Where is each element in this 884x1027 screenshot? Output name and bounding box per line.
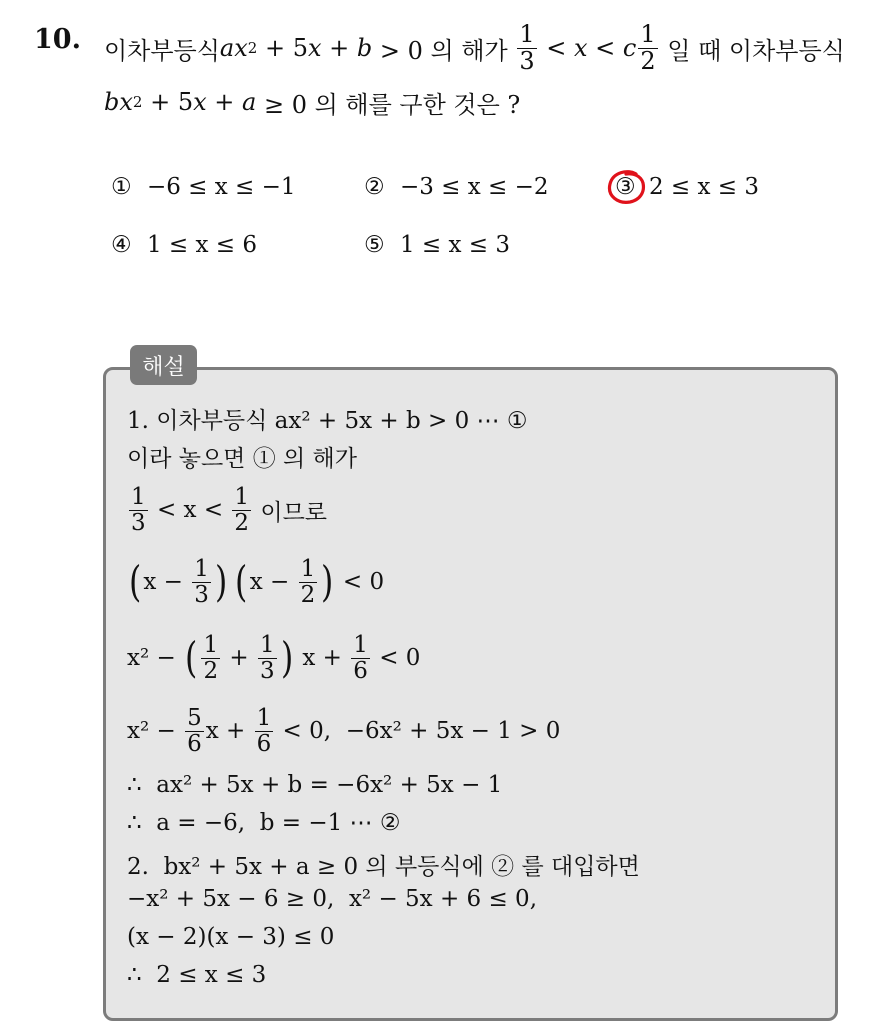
numerator: 1 — [131, 484, 146, 511]
fraction — [201, 633, 220, 682]
text: x + — [205, 718, 253, 744]
var: x — [574, 34, 588, 62]
denominator: 6 — [187, 730, 202, 757]
text: < x < — [149, 497, 231, 523]
option-number: ① — [111, 174, 132, 200]
fraction — [299, 557, 318, 606]
var: x — [119, 88, 133, 116]
denominator: 2 — [640, 46, 656, 75]
solution-line-4 — [127, 552, 384, 612]
exponent: 2 — [132, 93, 143, 111]
denominator: 3 — [131, 509, 146, 536]
var: b — [104, 88, 120, 116]
var: b — [356, 34, 373, 62]
option-4[interactable] — [111, 232, 257, 258]
fraction — [351, 633, 370, 682]
solution-line-12: ∴ 2 ≤ x ≤ 3 — [127, 962, 267, 988]
fraction — [129, 485, 148, 534]
numerator: 1 — [203, 632, 219, 659]
option-number: ② — [364, 174, 385, 200]
var: x — [307, 34, 322, 62]
solution-line-11: (x − 2)(x − 3) ≤ 0 — [127, 924, 335, 950]
text: < 0, −6x² + 5x − 1 > 0 — [275, 718, 561, 744]
solution-line-3 — [127, 482, 327, 538]
option-text: −3 ≤ x ≤ −2 — [399, 174, 549, 200]
text: 일 때 이차부등식 — [659, 36, 845, 65]
numerator: 1 — [194, 556, 209, 583]
denominator: 3 — [260, 657, 275, 684]
text: + — [222, 645, 257, 671]
text: < — [538, 34, 574, 62]
text: x + — [295, 645, 350, 671]
exponent: 2 — [247, 39, 258, 57]
question-number: 10. — [34, 24, 81, 55]
text: + — [321, 34, 357, 62]
solution-line-8: ∴ a = −6, b = −1 ⋯ ② — [127, 810, 401, 836]
denominator: 3 — [194, 581, 209, 608]
option-text: −6 ≤ x ≤ −1 — [146, 174, 296, 200]
text: < — [587, 34, 623, 62]
numerator: 1 — [234, 484, 250, 511]
text: + 5 — [142, 88, 194, 116]
solution-line-9: 2. bx² + 5x + a ≥ 0 의 부등식에 ② 를 대입하면 — [127, 854, 640, 880]
text: < 0 — [371, 645, 421, 671]
left-paren: ( — [129, 557, 142, 606]
option-1[interactable] — [111, 174, 296, 200]
numerator: 1 — [260, 632, 275, 659]
solution-line-5 — [127, 628, 420, 688]
option-text: 2 ≤ x ≤ 3 — [648, 174, 759, 200]
numerator: 1 — [353, 632, 368, 659]
fraction-one-half — [638, 22, 657, 73]
text: 이므로 — [253, 499, 328, 526]
text: ≥ 0 의 해를 구한 것은 ? — [256, 90, 521, 119]
right-paren: ) — [214, 557, 228, 606]
text: x − — [143, 569, 191, 595]
numerator: 1 — [300, 556, 316, 583]
fraction — [255, 706, 274, 755]
var: c — [622, 34, 637, 62]
option-text: 1 ≤ x ≤ 6 — [146, 232, 257, 258]
numerator: 5 — [187, 705, 202, 732]
option-number: ⑤ — [364, 232, 385, 258]
numerator: 1 — [256, 705, 272, 732]
fraction — [192, 557, 211, 606]
fraction — [258, 633, 277, 682]
option-text: 1 ≤ x ≤ 3 — [399, 232, 510, 258]
answer-circle-mark — [606, 168, 648, 206]
fraction — [232, 485, 251, 534]
text: + — [206, 88, 243, 116]
solution-tag: 해설 — [130, 345, 197, 385]
solution-line-7: ∴ ax² + 5x + b = −6x² + 5x − 1 — [127, 772, 503, 798]
solution-line-2: 이라 놓으면 ① 의 해가 — [127, 446, 357, 472]
numerator: 1 — [640, 20, 656, 49]
left-paren: ( — [235, 557, 248, 606]
denominator: 2 — [203, 657, 219, 684]
question-text-line-1 — [104, 18, 845, 78]
denominator: 2 — [234, 509, 250, 536]
text: < 0 — [335, 569, 385, 595]
text: x² − — [127, 718, 184, 744]
var: a — [242, 88, 257, 116]
numerator: 1 — [519, 20, 535, 49]
fraction — [185, 706, 204, 755]
text: 이차부등식 — [104, 36, 220, 65]
text: x − — [249, 569, 297, 595]
text: x² − — [127, 645, 184, 671]
var: x — [193, 88, 207, 116]
option-2[interactable] — [364, 174, 549, 200]
var: a — [219, 34, 235, 62]
denominator: 6 — [353, 657, 368, 684]
right-paren: ) — [280, 633, 294, 682]
solution-line-1: 1. 이차부등식 ax² + 5x + b > 0 ⋯ ① — [127, 408, 528, 434]
option-number: ③ — [615, 174, 636, 200]
left-paren: ( — [185, 633, 198, 682]
solution-line-6 — [127, 702, 560, 760]
option-number: ④ — [111, 232, 132, 258]
var: x — [234, 34, 248, 62]
right-paren: ) — [321, 557, 334, 606]
solution-line-10: −x² + 5x − 6 ≥ 0, x² − 5x + 6 ≤ 0, — [127, 886, 538, 912]
text: + 5 — [257, 34, 308, 62]
text: > 0 의 해가 — [372, 36, 516, 65]
denominator: 3 — [519, 46, 535, 75]
option-5[interactable] — [364, 232, 510, 258]
denominator: 6 — [256, 730, 272, 757]
denominator: 2 — [300, 581, 316, 608]
question-text-line-2 — [104, 84, 520, 120]
fraction-one-third — [517, 22, 536, 73]
